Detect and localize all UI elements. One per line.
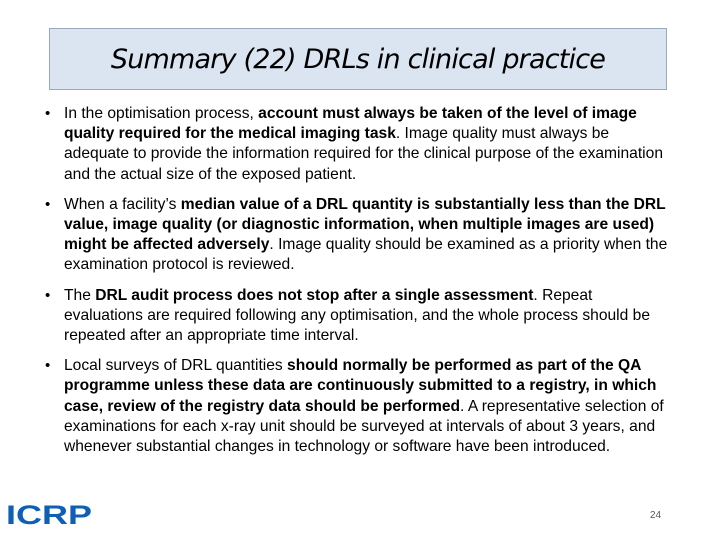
bullet-item [44,195,674,276]
bullet-segment-bold: median value of a DRL quantity is substantially less than the DRL value, image quality (or diagnostic information, when multiple images are used) might be affected adversely [64,195,666,254]
bullet-item [44,356,674,457]
bullet-segment: In the optimisation process, [64,105,259,122]
bullet-item [44,104,674,185]
bullet-icon: • [45,286,51,304]
bullet-text [64,105,663,183]
bullet-text [64,357,664,455]
bullet-segment: When a facility’s [64,195,181,213]
title-box [49,28,667,90]
bullet-segment: . Image quality must always be adequate to provide the information required for the clinical purpose of the examination and the actual size of the exposed patient. [64,125,663,183]
bullet-text [64,287,650,344]
bullet-icon: • [45,105,51,122]
page-number: 24 [650,510,662,521]
bullet-segment: . A representative selection of examinations for each x-ray unit should be surveyed at intervals of about 3 years, and whenever substantial changes in technology or software have been introduced. [64,397,664,456]
bullet-item [44,286,674,347]
bullet-segment-bold: should normally be performed as part of the QA programme unless these data are continuously submitted to a registry, in which case, review of the registry data should be performed [64,357,657,415]
icrp-logo-text: ICRP [6,503,92,527]
bullet-icon: • [45,195,51,213]
bullet-text [64,196,667,274]
bullet-segment: . Image quality should be examined as a priority when the examination protocol is reviewed. [64,236,668,274]
icrp-logo [6,503,94,527]
bullet-segment: Local surveys of DRL quantities [64,357,288,375]
bullet-list [44,104,674,467]
slide-title: Summary (22) DRLs in clinical practice [110,43,606,75]
bullet-segment: . Repeat evaluations are required following any optimisation, and the whole process should be repeated after an appropriate time interval. [64,286,650,345]
bullet-segment: The [64,286,96,304]
bullet-segment-bold: account must always be taken of the level of image quality required for the medical imaging task [64,105,637,143]
bullet-segment-bold: DRL audit process does not stop after a single assessment [95,286,534,304]
bullet-icon: • [45,357,51,375]
